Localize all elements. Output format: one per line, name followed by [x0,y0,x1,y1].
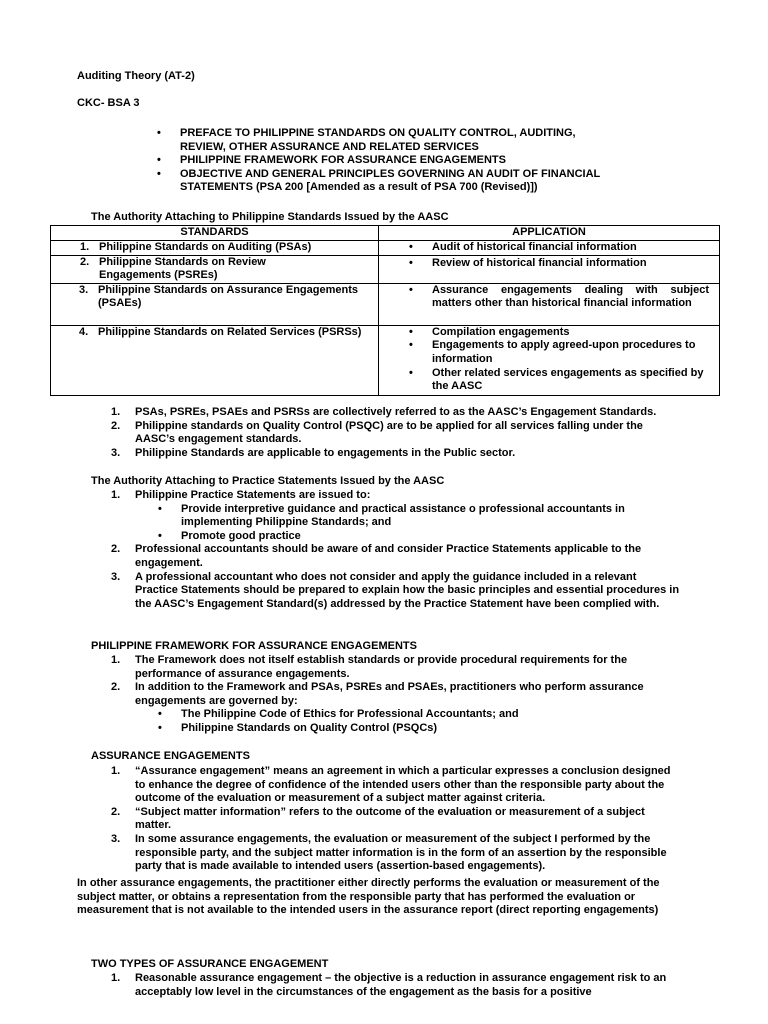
document-title: Auditing Theory (AT-2) [77,70,195,82]
framework-list [111,654,680,736]
note-item: 2. Philippine standards on Quality Control (PSQC) are to be applied for all services falling under the AASC’s engagement standards. [111,419,643,446]
types-item: 1. Reasonable assurance engagement – the objective is a reduction in assurance engagement risk to an acceptably low level in the circumstances of the engagement as the basis for a positive [111,972,667,998]
table-row [51,240,720,255]
standard-cell [51,255,379,283]
class-label: CKC- BSA 3 [77,97,140,109]
application-item: • Engagements to apply agreed-upon procedures to information [432,339,709,366]
assurance-heading: ASSURANCE ENGAGEMENTS [91,750,250,762]
note-item: 3. Philippine Standards are applicable to engagements in the Public sector. [111,446,516,459]
assurance-list [111,765,680,874]
assurance-item: 1. “Assurance engagement” means an agreement in which a particular expresses a conclusion designed to enhance the degree of confidence of the intended users other than the responsible party about the outcome of the evaluation or measurement of a subject matter against criteria. [111,765,671,805]
application-column-header: APPLICATION [379,226,720,241]
framework-heading: PHILIPPINE FRAMEWORK FOR ASSURANCE ENGAGEMENTS [91,640,417,652]
row-number: 1. [80,240,90,253]
assurance-item: 3. In some assurance engagements, the evaluation or measurement of the subject I performed by the responsible party, and the subject matter information is in the form of an assertion by the responsible party that is made available to intended users (assertion-based engagements). [111,832,667,873]
application-item: • Compilation engagements [432,326,709,340]
table-row [51,325,720,395]
application-cell [379,240,720,255]
standards-column-header: STANDARDS [51,226,379,241]
standard-text: Philippine Standards on Review Engagements (PSREs) [99,255,266,282]
practice-bullet: • Promote good practice [181,530,680,544]
application-item: • Audit of historical financial information [432,241,709,255]
practice-heading: The Authority Attaching to Practice Statements Issued by the AASC [91,475,445,487]
row-number: 3. [79,283,89,296]
application-cell [379,255,720,283]
framework-bullet: • Philippine Standards on Quality Control (PSQCs) [181,722,680,736]
standard-text: Philippine Standards on Auditing (PSAs) [99,240,312,253]
standard-cell [51,325,379,395]
topic-item: • OBJECTIVE AND GENERAL PRINCIPLES GOVERNING AN AUDIT OF FINANCIAL STATEMENTS (PSA 200 [Amended as a result of PSA 700 (Revised)]) [180,168,620,195]
standard-cell [51,240,379,255]
assurance-item: 2. “Subject matter information” refers to the outcome of the evaluation or measurement of a subject matter. [111,805,645,832]
application-item: • Other related services engagements as specified by the AASC [432,367,709,394]
framework-bullet: • The Philippine Code of Ethics for Professional Accountants; and [181,708,680,722]
practice-list [111,489,680,611]
table-row [51,255,720,283]
types-heading: TWO TYPES OF ASSURANCE ENGAGEMENT [91,958,329,970]
notes-list [111,406,680,460]
framework-item: 1. The Framework does not itself establish standards or provide procedural requirements for the performance of assurance engagements. [111,654,628,680]
row-number: 2. [80,255,90,268]
topic-item: • PREFACE TO PHILIPPINE STANDARDS ON QUALITY CONTROL, AUDITING, REVIEW, OTHER ASSURANCE AND RELATED SERVICES [180,127,620,154]
framework-item: 2. In addition to the Framework and PSAs, PSREs and PSAEs, practitioners who perform assurance engagements are governed by: • The Philippine Code of Ethics for Professional Accountants; and • Philippine Standards on Quality Control (PSQCs) [135,681,680,735]
application-cell [379,283,720,325]
standard-text: Philippine Standards on Assurance Engagements (PSAEs) [98,283,358,310]
standards-table [50,225,720,396]
types-list [111,972,680,999]
standard-text: Philippine Standards on Related Services (PSRSs) [98,325,362,338]
practice-item: 3. A professional accountant who does not consider and apply the guidance included in a relevant Practice Statements should be prepared to explain how the basic principles and essential procedures in the AASC’s Engagement Standard(s) addressed by the Practice Statement have been complied with. [111,570,680,610]
application-item: • Assurance engagements dealing with subject matters other than historical financial information [432,284,709,311]
table-row [51,283,720,325]
topic-item: • PHILIPPINE FRAMEWORK FOR ASSURANCE ENGAGEMENTS [180,154,620,168]
practice-item: 2. Professional accountants should be aware of and consider Practice Statements applicable to the engagement. [111,543,642,569]
application-cell [379,325,720,395]
note-item: 1. PSAs, PSREs, PSAEs and PSRSs are collectively referred to as the AASC’s Engagement Standards. [111,406,657,418]
table-heading: The Authority Attaching to Philippine Standards Issued by the AASC [91,211,449,223]
standard-cell [51,283,379,325]
practice-item: 1. Philippine Practice Statements are issued to: • Provide interpretive guidance and practical assistance o professional accountants in implementing Philippine Standards; and • Promote good practice [135,489,680,543]
assurance-paragraph: In other assurance engagements, the practitioner either directly performs the evaluation or measurement of the subject matter, or obtains a representation from the responsible party that has performed the evaluation or measurement that is not available to the intended users in the assurance report (direct reporting engagements) [77,877,660,917]
practice-bullet: • Provide interpretive guidance and practical assistance o professional accountants in implementing Philippine Standards; and [181,503,680,530]
row-number: 4. [79,325,89,338]
table-header-row [51,226,720,241]
topics-list [180,127,620,195]
application-item: • Review of historical financial information [432,257,709,271]
